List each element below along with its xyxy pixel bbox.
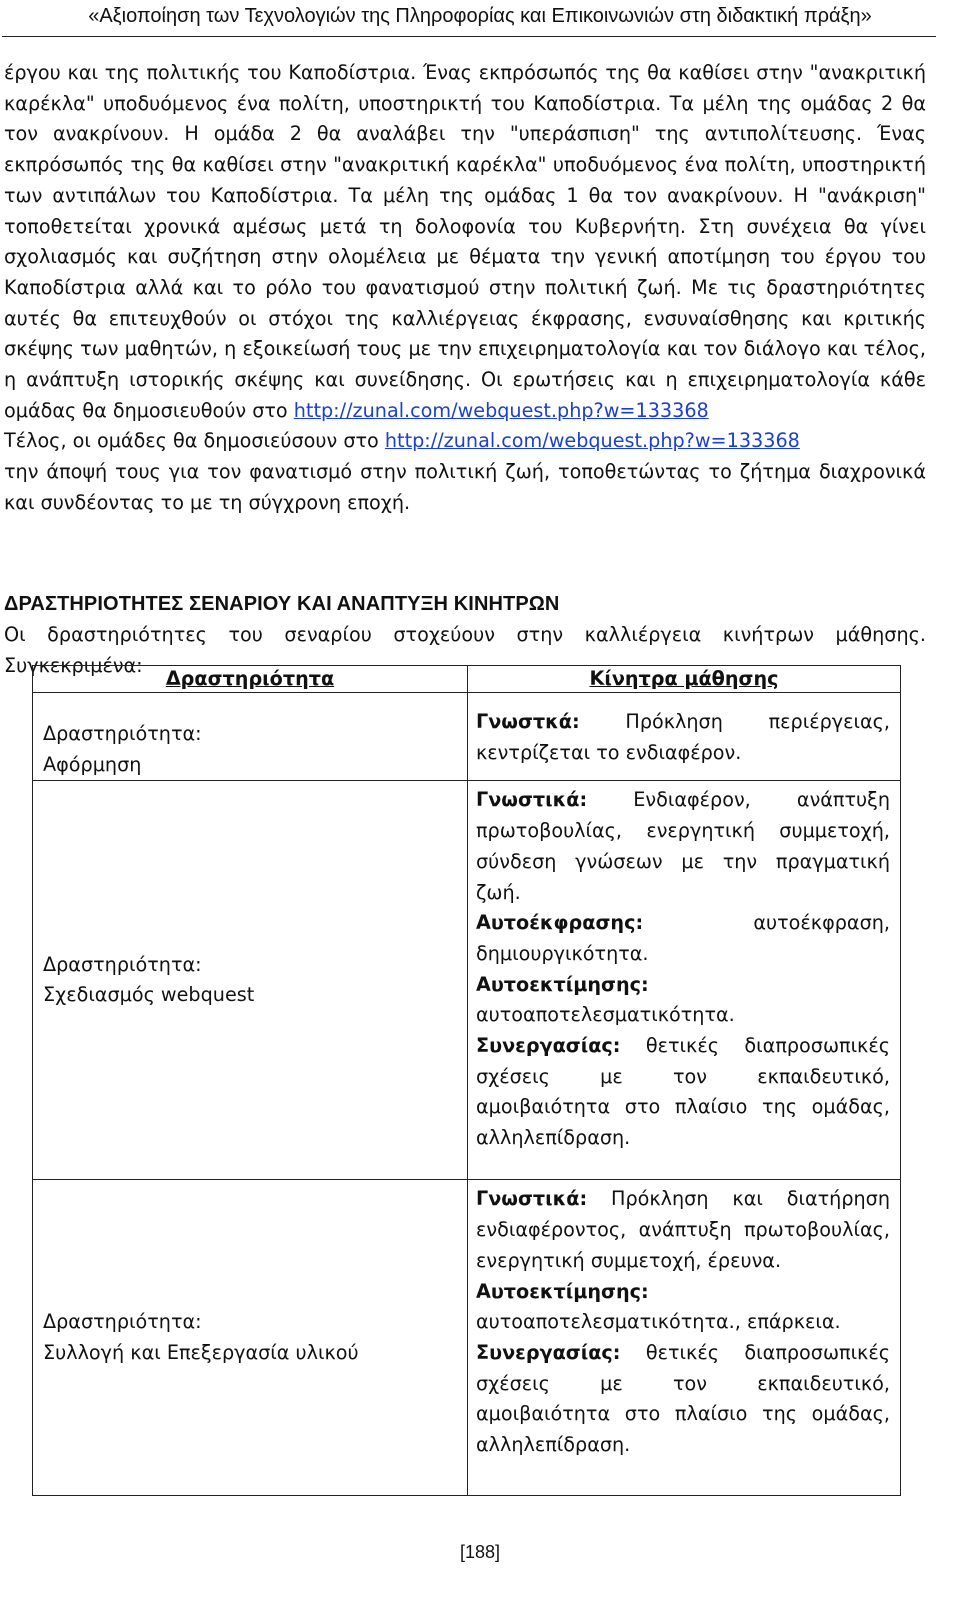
motive-text: Πρόκληση και διατήρηση ενδιαφέροντος, ανάπτυξη πρωτοβουλίας, ενεργητική συμμετοχή, έρευνα. — [476, 1187, 890, 1272]
motives-cell — [468, 1180, 901, 1496]
activity-name: Συλλογή και Επεξεργασία υλικού — [43, 1340, 359, 1364]
motive-label: Αυτοεκτίμησης: — [476, 1279, 649, 1303]
activity-name: Σχεδιασμός webquest — [43, 983, 255, 1007]
motive-text: αυτοαποτελεσματικότητα., επάρκεια. — [476, 1310, 841, 1334]
motive-item — [476, 970, 890, 1031]
header-motives: Κίνητρα μάθησης — [468, 666, 901, 693]
motive-label: Συνεργασίας: — [476, 1034, 621, 1058]
motive-label: Συνεργασίας: — [476, 1340, 621, 1364]
motive-item — [476, 908, 890, 969]
activity-label: Δραστηριότητα: — [43, 1310, 202, 1334]
motive-text: θετικές διαπροσωπικές σχέσεις με τον εκπαιδευτικό, αμοιβαιότητα στο πλαίσιο της ομάδας, αλληλεπίδραση. — [476, 1034, 890, 1150]
section-heading: ΔΡΑΣΤΗΡΙΟΤΗΤΕΣ ΣΕΝΑΡΙΟΥ ΚΑΙ ΑΝΑΠΤΥΞΗ ΚΙΝΗΤΡΩΝ — [4, 593, 560, 615]
motive-label: Γνωστικά: — [476, 788, 588, 812]
motives-cell — [468, 781, 901, 1180]
activity-cell — [33, 1180, 468, 1496]
motive-item — [476, 1277, 890, 1338]
activity-label: Δραστηριότητα: — [43, 952, 202, 976]
table-row — [33, 1180, 901, 1496]
motive-label: Γνωστικά: — [476, 1187, 588, 1211]
paragraph-text-1: έργου και της πολιτικής του Καποδίστρια. Ένας εκπρόσωπός της θα καθίσει στην "ανακριτική καρέκλα" υποδυόμενος ένα πολίτη, υποστηρικτή του Καποδίστρια. Τα μέλη της ομάδας 2 θα τον ανακρίνουν. Η ομάδα 2 θα αναλάβει την "υπεράσπιση" της αντιπολίτευσης. Ένας εκπρόσωπός της θα καθίσει στην "ανακριτική καρέκλα" υποδυόμενος ένα πολίτη, υποστηρικτή των αντιπάλων του Καποδίστρια. Τα μέλη της ομάδας 1 θα τον ανακρίνουν. Η "ανάκριση" τοποθετείται χρονικά αμέσως μετά τη δολοφονία του Κυβερνήτη. Στη συνέχεια θα γίνει σχολιασμός και συζήτηση στην ολομέλεια με θέματα την γενική αποτίμηση του έργου του Καποδίστρια αλλά και το ρόλο του φανατισμού στην πολιτική ζωή. Με τις δραστηριότητες αυτές θα επιτευχθούν οι στόχοι της καλλιέργειας έκφρασης, ενσυναίσθησης και κριτικής σκέψης των μαθητών, η εξοικείωσή τους με την επιχειρηματολογία και τον διάλογο και τέλος, η ανάπτυξη ιστορικής σκέψης και συνείδησης. Οι ερωτήσεις και η επιχειρηματολογία κάθε ομάδας θα δημοσιευθούν στο — [4, 61, 926, 422]
activities-table — [32, 665, 901, 1496]
activity-cell — [33, 693, 468, 781]
paragraph-text-3: την άποψή τους για τον φανατισμό στην πολιτική ζωή, τοποθετώντας το ζήτημα διαχρονικά και συνδέοντας το με τη σύγχρονη εποχή. — [4, 460, 926, 514]
motive-item — [476, 1338, 890, 1461]
page-number: [188] — [459, 1542, 501, 1562]
header-activity: Δραστηριότητα — [33, 666, 468, 693]
motive-label: Γνωστκά: — [476, 710, 580, 733]
activity-cell — [33, 781, 468, 1180]
motive-item — [476, 1031, 890, 1154]
motive-text: θετικές διαπροσωπικές σχέσεις με τον εκπαιδευτικό, αμοιβαιότητα στο πλαίσιο της ομάδας, αλληλεπίδραση. — [476, 1340, 890, 1457]
paragraph-text-2: Τέλος, οι ομάδες θα δημοσιεύσουν στο — [4, 429, 379, 453]
motive-text: Ενδιαφέρον, ανάπτυξη πρωτοβουλίας, ενεργητική συμμετοχή, σύνδεση γνώσεων με την πραγματική ζωή. — [476, 788, 890, 904]
body-paragraph — [4, 58, 926, 519]
motive-text: Πρόκληση περιέργειας, κεντρίζεται το ενδιαφέρον. — [476, 710, 890, 764]
motive-item — [476, 1184, 890, 1276]
table-row — [33, 781, 901, 1180]
motive-label: Αυτοέκφρασης: — [476, 911, 644, 935]
motives-cell — [468, 693, 901, 781]
section-intro: Οι δραστηριότητες του σεναρίου στοχεύουν στην καλλιέργεια κινήτρων μάθησης. Συγκεκριμένα: — [4, 623, 926, 677]
webquest-link-1[interactable]: http://zunal.com/webquest.php?w=133368 — [293, 398, 709, 422]
table-row — [33, 693, 901, 781]
activity-name: Αφόρμηση — [43, 752, 142, 776]
motive-text: αυτοαποτελεσματικότητα. — [476, 1003, 735, 1027]
motive-text: αυτοέκφραση, δημιουργικότητα. — [476, 911, 890, 965]
webquest-link-2[interactable]: http://zunal.com/webquest.php?w=133368 — [384, 429, 800, 453]
running-header: «Αξιοποίηση των Τεχνολογιών της Πληροφορίας και Επικοινωνιών στη διδακτική πράξη» — [88, 5, 872, 27]
activity-label: Δραστηριότητα: — [43, 722, 202, 745]
header-rule — [2, 36, 936, 37]
motive-label: Αυτοεκτίμησης: — [476, 972, 649, 996]
motive-item — [476, 785, 890, 908]
table-header-row — [33, 666, 901, 693]
